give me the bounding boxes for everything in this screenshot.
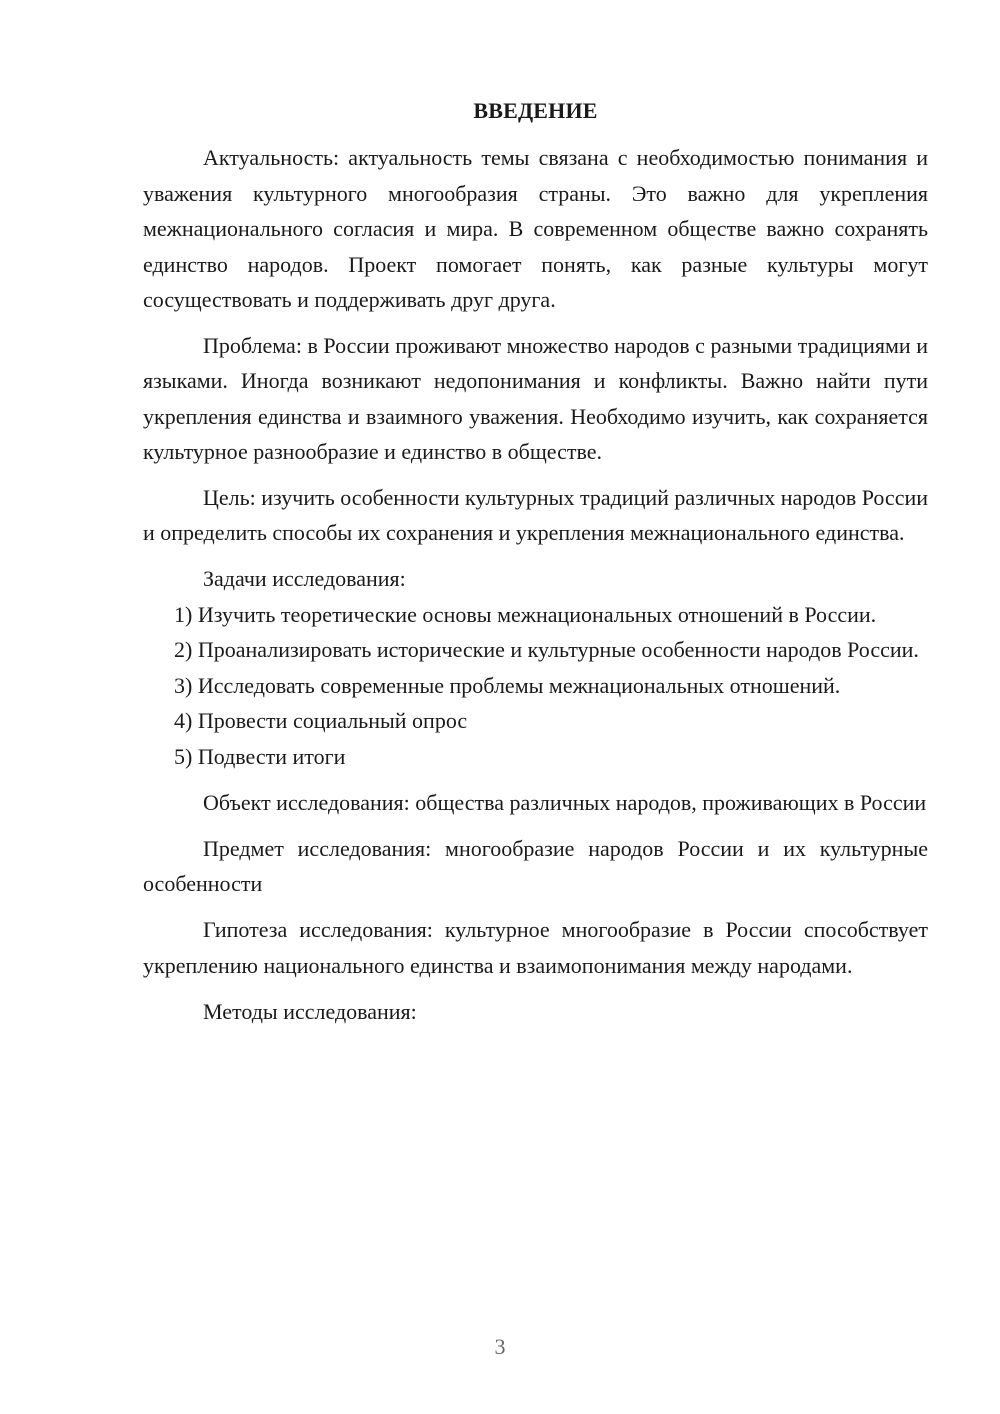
list-item: 5) Подвести итоги bbox=[174, 743, 346, 769]
hypothesis-paragraph: Гипотеза исследования: культурное многообразие в России способствует укреплению национального единства и взаимопонимания между народами. bbox=[143, 917, 928, 978]
tasks-heading: Задачи исследования: bbox=[203, 566, 406, 591]
section-title: ВВЕДЕНИЕ bbox=[473, 98, 598, 123]
object-paragraph: Объект исследования: общества различных народов, проживающих в России bbox=[203, 789, 927, 815]
list-item: 1) Изучить теоретические основы межнациональных отношений в России. bbox=[174, 601, 877, 627]
goal-paragraph: Цель: изучить особенности культурных традиций различных народов России и определить способы их сохранения и укрепления межнационального единства. bbox=[143, 484, 929, 545]
list-item: 4) Провести социальный опрос bbox=[174, 708, 468, 733]
list-item: 2) Проанализировать исторические и культурные особенности народов России. bbox=[174, 637, 919, 662]
page-number: 3 bbox=[494, 1334, 506, 1359]
tasks-list bbox=[143, 597, 928, 775]
list-item: 3) Исследовать современные проблемы межнациональных отношений. bbox=[174, 672, 841, 698]
page-content bbox=[143, 96, 928, 1029]
problem-paragraph: Проблема: в России проживают множество народов с разными традициями и языками. Иногда возникают недопонимания и конфликты. Важно найти пути укрепления единства и взаимного уважения. Необходимо изучить, как сохраняется культурное разнообразие и единство в обществе. bbox=[143, 332, 928, 464]
relevance-paragraph: Актуальность: актуальность темы связана с необходимостью понимания и уважения культурного многообразия страны. Это важно для укрепления межнационального согласия и мира. В современном обществе важно сохранять единство народов. Проект помогает понять, как разные культуры могут сосуществовать и поддерживать друг друга. bbox=[143, 145, 928, 312]
methods-heading: Методы исследования: bbox=[203, 998, 417, 1024]
subject-paragraph: Предмет исследования: многообразие народов России и их культурные особенности bbox=[143, 835, 928, 896]
